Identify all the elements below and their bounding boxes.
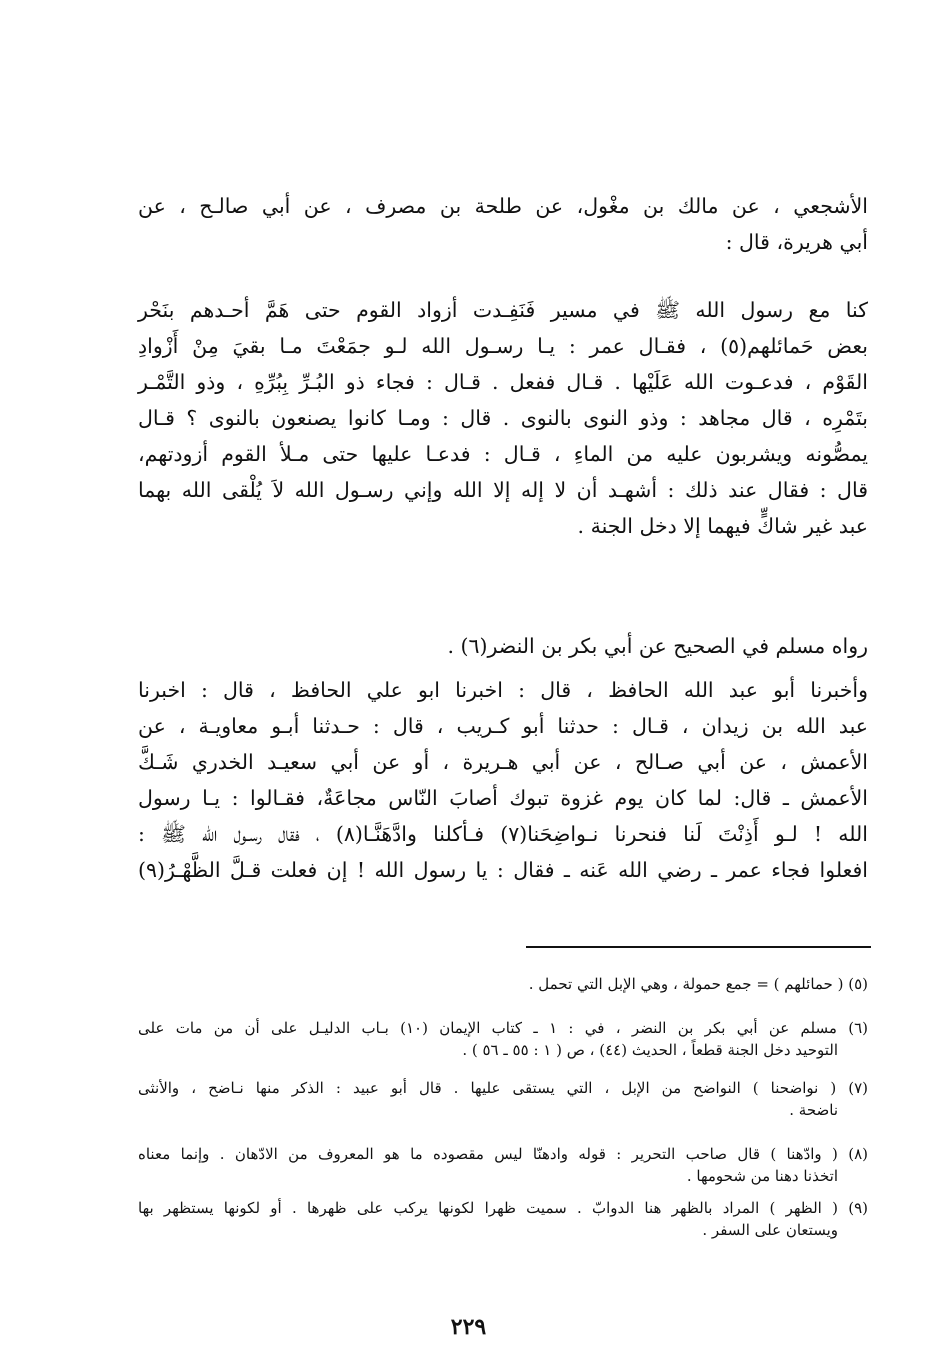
- text-line: الأعمش ـ قال: لما كان يوم غزوة تبوك أصابَ النّاس مجاعَةٌ، فقـالوا : يـا رسول: [138, 786, 868, 810]
- text-line: الأعمش ، عن أبي صـالح ، عن أبي هـريرة ، أو عن أبي سعيـد الخدري شَـكَّ: [138, 750, 868, 774]
- footnote-line: (٧) ( نواضحنا ) النواضح من الإبل ، التي يستقى عليها . قال أبو عبيد : الذكر منها نـاضح ، والأنثى: [138, 1079, 868, 1097]
- text-line: القَوْم ، فدعـوت الله عَلَيْها . قـال ففعل . قـال : فجاء ذو البُـرِّ بِبُرِّهِ ، وذو التَّمْـر: [138, 370, 868, 394]
- text-line: وأخبرنا أبو عبد الله الحافظ ، قال : اخبرنا ابو علي الحافظ ، قال : اخبرنا: [138, 678, 868, 702]
- footnote-line: ناضحة .: [789, 1101, 838, 1119]
- footnote-line: (٥) ( حمائلهم ) = جمع حمولة ، وهي الإبل التي تحمل .: [528, 975, 868, 993]
- text-line: كنا مع رسول الله ﷺ في مسير فَنَفِـدت أزواد القوم حتى هَمَّ أحـدهم بنَحْر: [138, 298, 868, 322]
- footnote-line: ويستعان على السفر .: [702, 1221, 838, 1239]
- text-line: عبد الله بن زيدان ، قـال : حدثنا أبو كـريب ، قال : حـدثنا أبـو معاويـة ، عن: [138, 714, 868, 738]
- text-line: بتَمْرِه ، قال مجاهد : وذو النوى بالنوى . قال : ومـا كانوا يصنعون بالنوى ؟ قـال: [138, 406, 868, 430]
- text-line: يمصُّونه ويشربون عليه من الماءِ ، قـال : فدعـا عليها حتى مـلأ القوم أزودتهم،: [138, 442, 868, 466]
- footnote-7: [138, 1077, 868, 1121]
- footnote-5: [138, 973, 868, 995]
- paragraph-hadith-2: [138, 672, 868, 888]
- paragraph-attribution: [138, 628, 868, 664]
- text-line: أبي هريرة، قال :: [725, 230, 868, 254]
- text-line: الله ! لـو أَذِنْتَ لَنا فنحرنا نـواضِحَنا(٧) فـأكلنا وادَّهَنَّـا(٨) ، فقال رسـول الله ﷺ :: [138, 822, 868, 846]
- text-line: بعض حَمائلهم(٥) ، فقـال عمر : يـا رسـول الله لـو جمَعْتَ مـا بقيَ مِنْ أَزْوادِ: [138, 334, 868, 358]
- text-line: عبد غير شاكٍّ فيهما إلا دخل الجنة .: [577, 514, 868, 538]
- footnote-line: اتخذنا دهنا من شحومها .: [686, 1167, 838, 1185]
- footnote-line: (٩) ( الظهر ) المراد بالظهر هنا الدوابّ . سميت ظهرا لكونها يركب على ظهرها . أو لكونها يستظهر بها: [138, 1199, 868, 1217]
- footnote-8: [138, 1143, 868, 1187]
- text-line: الأشجعي ، عن مالك بن مغْول، عن طلحة بن مصرف ، عن أبي صالـح ، عن: [138, 194, 868, 218]
- footnote-line: (٦) مسلم عن أبي بكر بن النضر ، في : ١ ـ كتاب الإيمان (١٠) بـاب الدليـل على أن من مات على: [138, 1019, 868, 1037]
- footnote-separator: [526, 946, 871, 948]
- footnote-line: (٨) ( وادّهنا ) قال صاحب التحرير : قوله وادهنّا ليس مقصوده ما هو المعروف من الادّهان . وإنما معناه: [138, 1145, 869, 1163]
- footnote-9: [138, 1197, 868, 1241]
- text-line: قال : فقال عند ذلك : أشهـد أن لا إله إلا الله وإني رسـول الله لاَ يُلْقى الله بهما: [138, 478, 868, 502]
- text-line: رواه مسلم في الصحيح عن أبي بكر بن النضر(٦) .: [447, 634, 868, 658]
- footnote-6: [138, 1017, 868, 1061]
- paragraph-hadith-1: [138, 292, 868, 544]
- page-number: ٢٢٩: [450, 1314, 487, 1340]
- footnote-line: التوحيد دخل الجنة قطعاً ، الحديث (٤٤) ، ص ( ١ : ٥٥ ـ ٥٦ ) .: [462, 1041, 838, 1059]
- text-line: افعلوا فجاء عمر ـ رضي الله عَنه ـ فقال : يا رسول الله ! إن فعلت قـلَّ الظَّهْـرُ(٩): [138, 858, 868, 882]
- paragraph-isnad: [138, 188, 868, 260]
